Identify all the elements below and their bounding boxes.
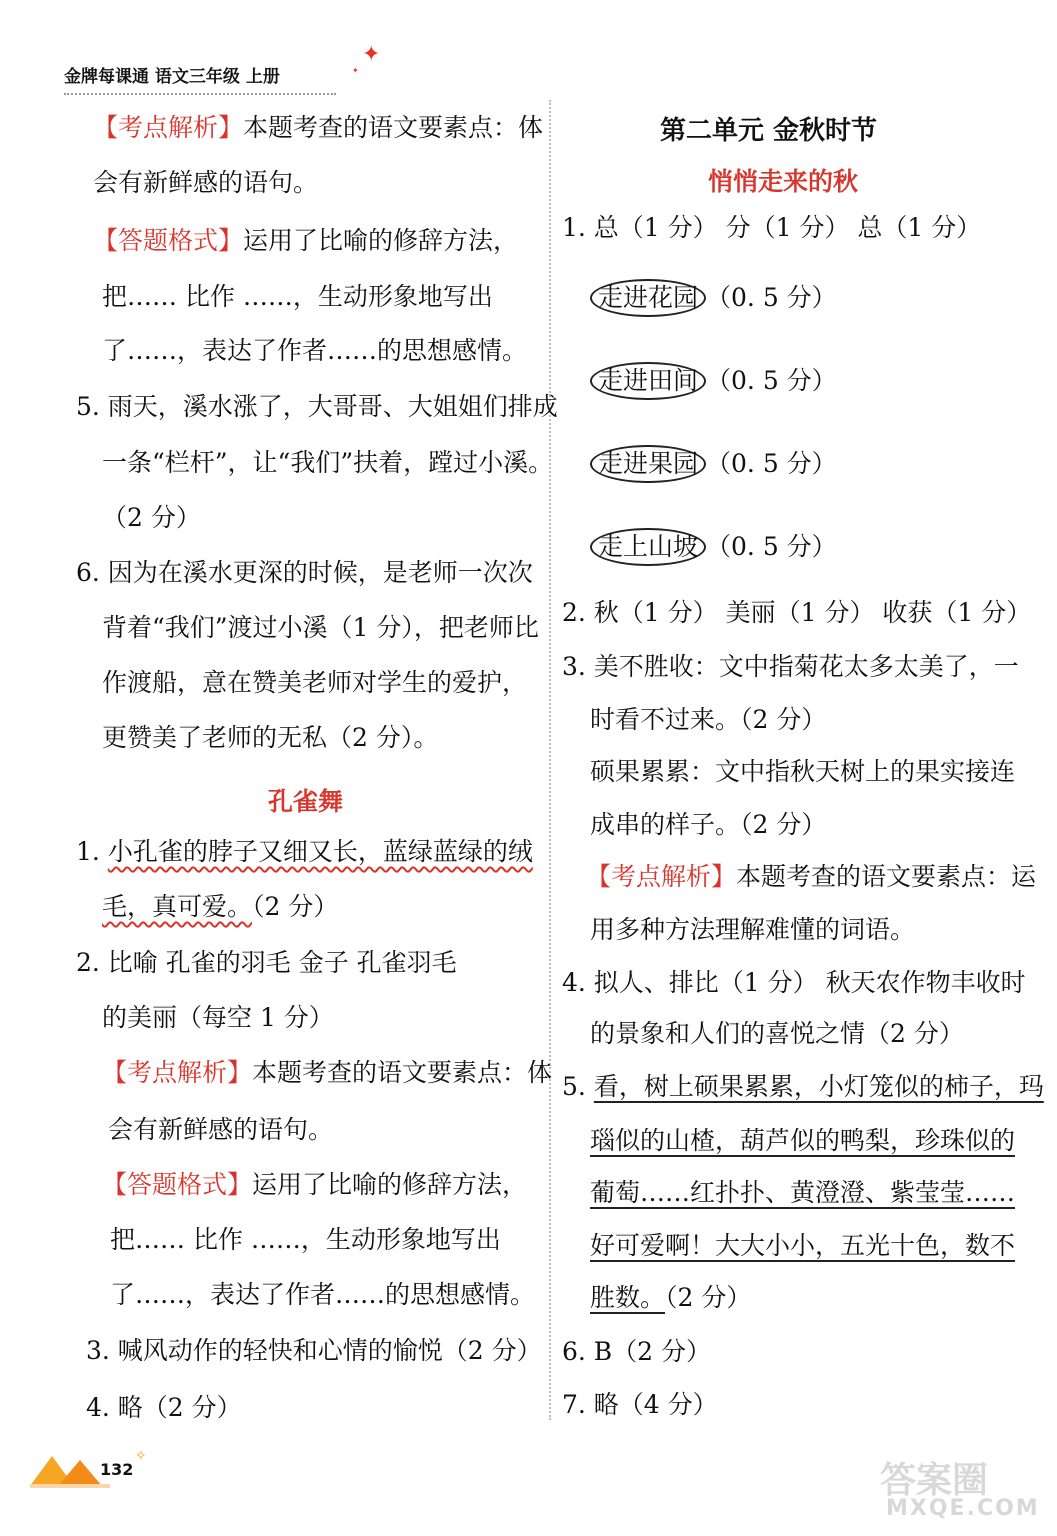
oval-answer: 走进花园 （0. 5 分） — [590, 279, 837, 317]
answer-line: 3. 美不胜收：文中指菊花太多太美了，一 — [562, 652, 1019, 681]
format-tag: 【答题格式】 — [93, 226, 244, 255]
oval-answer: 走进田间 （0. 5 分） — [590, 362, 837, 400]
answer-line: 好可爱啊！大大小小，五光十色，数不 — [590, 1231, 1016, 1260]
oval-label: 走进田间 — [590, 362, 706, 400]
oval-answer: 走上山坡 （0. 5 分） — [590, 528, 837, 566]
sparkle-icon: ✧ — [135, 1448, 147, 1464]
answer-line: 把…… 比作 ……，生动形象地写出 — [110, 1225, 501, 1254]
answer-line: 【考点解析】本题考查的语文要素点：运 — [586, 862, 1037, 891]
answer-line: 硕果累累：文中指秋天树上的果实接连 — [590, 757, 1016, 786]
answer-line: 6. B（2 分） — [562, 1337, 712, 1366]
answer-line: 2. 比喻 孔雀的羽毛 金子 孔雀羽毛 — [76, 948, 457, 977]
watermark-logo: 答案圈 — [880, 1460, 989, 1501]
answer-line: 毛，真可爱。（2 分） — [102, 892, 339, 921]
answer-line: 了……，表达了作者……的思想感情。 — [110, 1280, 536, 1309]
sparkle-icon: ✦ — [362, 42, 381, 67]
answer-line: 5. 雨天，溪水涨了，大哥哥、大姐姐们排成 — [76, 392, 558, 421]
analysis-tag: 【考点解析】 — [586, 862, 737, 891]
answer-line: 1. 小孔雀的脖子又细又长，蓝绿蓝绿的绒 — [76, 837, 533, 866]
oval-answer: 走进果园 （0. 5 分） — [590, 445, 837, 483]
answer-line: 【答题格式】运用了比喻的修辞方法， — [93, 226, 519, 255]
answer-line: 4. 略（2 分） — [86, 1393, 242, 1422]
oval-label: 走上山坡 — [590, 528, 706, 566]
answer-line: 会有新鲜感的语句。 — [93, 168, 319, 197]
analysis-tag: 【考点解析】 — [93, 113, 244, 142]
format-tag: 【答题格式】 — [102, 1170, 253, 1199]
answer-line: 的景象和人们的喜悦之情（2 分） — [590, 1019, 964, 1048]
watermark-url: MXQE.COM — [886, 1496, 1040, 1521]
column-divider — [549, 100, 551, 1420]
answer-line: 葡萄……红扑扑、黄澄澄、紫莹莹…… — [590, 1178, 1016, 1207]
analysis-tag: 【考点解析】 — [102, 1058, 253, 1087]
answer-line: 【考点解析】本题考查的语文要素点：体 — [102, 1058, 553, 1087]
oval-label: 走进花园 — [590, 279, 706, 317]
answer-line: 成串的样子。（2 分） — [590, 810, 827, 839]
answer-line: 1. 总（1 分） 分（1 分） 总（1 分） — [562, 213, 982, 242]
answer-line: 【答题格式】运用了比喻的修辞方法， — [102, 1170, 528, 1199]
answer-line: 【考点解析】本题考查的语文要素点：体 — [93, 113, 544, 142]
answer-line: 5. 看，树上硕果累累，小灯笼似的柿子，玛 — [562, 1072, 1044, 1101]
answer-line: 把…… 比作 ……，生动形象地写出 — [102, 282, 493, 311]
answer-line: （2 分） — [102, 503, 201, 532]
answer-line: 了……，表达了作者……的思想感情。 — [102, 336, 528, 365]
answer-line: 作渡船，意在赞美老师对学生的爱护， — [102, 668, 528, 697]
answer-line: 背着“我们”渡过小溪（1 分），把老师比 — [102, 613, 539, 642]
answer-line: 一条“栏杆”，让“我们”扶着，蹚过小溪。 — [102, 448, 554, 477]
answer-line: 的美丽（每空 1 分） — [102, 1003, 334, 1032]
answer-line: 胜数。（2 分） — [590, 1283, 752, 1312]
answer-line: 时看不过来。（2 分） — [590, 705, 827, 734]
sparkle-dot-icon: ✦ — [352, 66, 359, 75]
answer-line: 会有新鲜感的语句。 — [108, 1115, 334, 1144]
answer-line: 2. 秋（1 分） 美丽（1 分） 收获（1 分） — [562, 598, 1032, 627]
section-title: 悄悄走来的秋 — [708, 167, 859, 196]
answer-line: 4. 拟人、排比（1 分） 秋天农作物丰收时 — [562, 968, 1026, 997]
unit-title: 第二单元 金秋时节 — [660, 116, 878, 146]
answer-line: 瑙似的山楂，葫芦似的鸭梨，珍珠似的 — [590, 1126, 1016, 1155]
section-title: 孔雀舞 — [268, 787, 344, 816]
header-title: 金牌每课通 语文三年级 上册 — [64, 62, 336, 95]
answer-line: 7. 略（4 分） — [562, 1390, 718, 1419]
mountain-logo-icon — [30, 1448, 110, 1488]
oval-label: 走进果园 — [590, 445, 706, 483]
page-number: 132 — [100, 1460, 134, 1479]
answer-line: 用多种方法理解难懂的词语。 — [590, 915, 916, 944]
answer-line: 3. 喊风动作的轻快和心情的愉悦（2 分） — [86, 1336, 542, 1365]
answer-line: 更赞美了老师的无私（2 分）。 — [102, 723, 439, 752]
answer-line: 6. 因为在溪水更深的时候，是老师一次次 — [76, 558, 533, 587]
